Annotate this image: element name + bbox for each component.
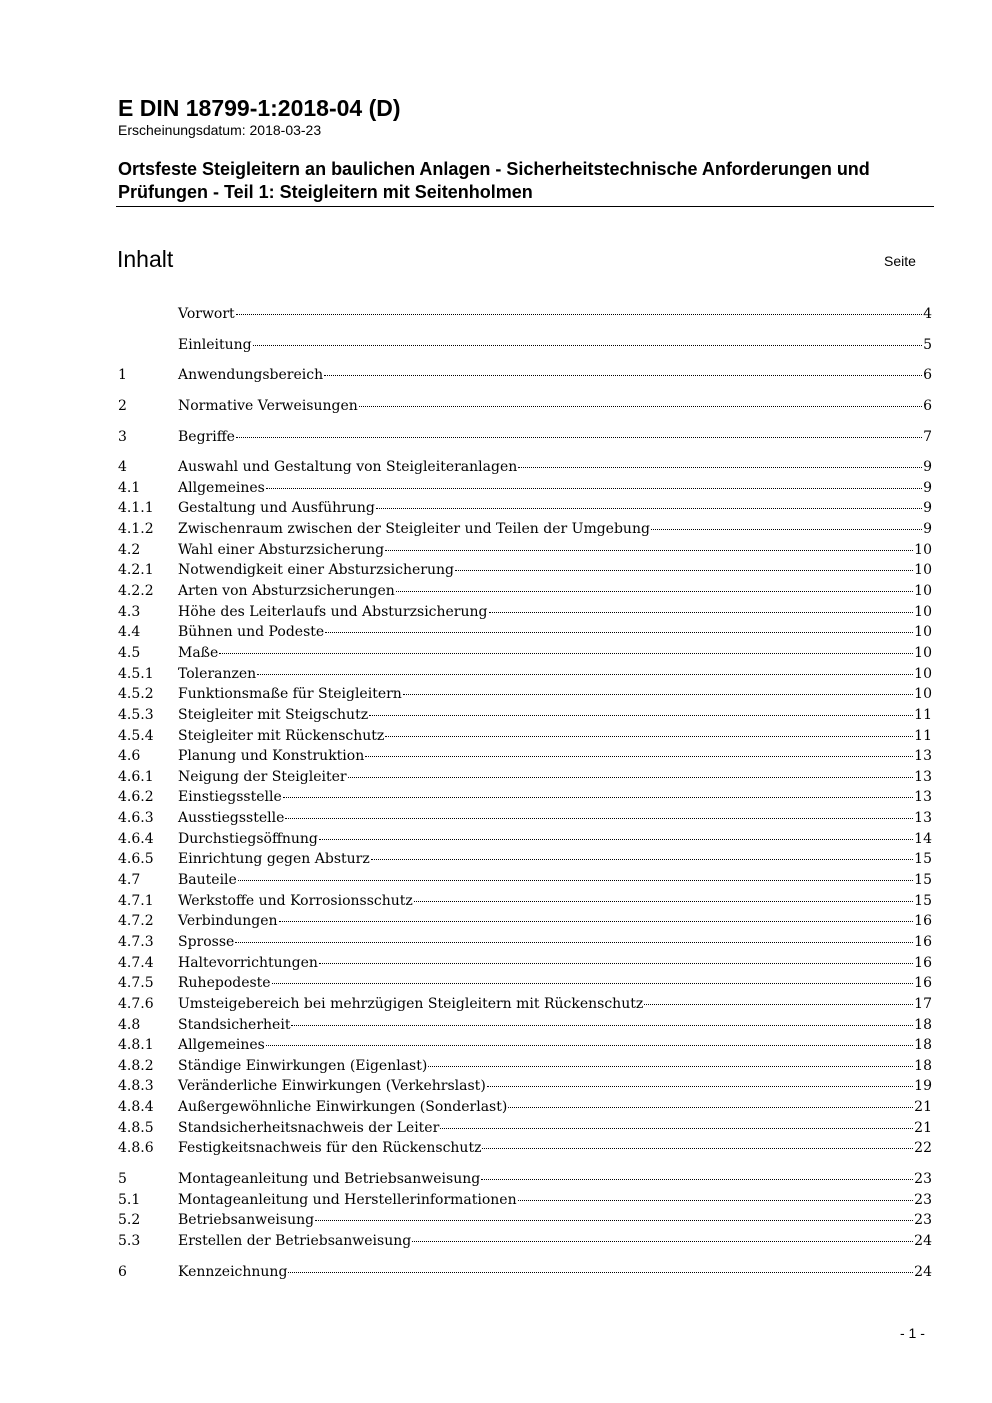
toc-entry-number: 4.7.2 (118, 913, 154, 930)
toc-entry-page: 10 (914, 624, 932, 641)
toc-entry[interactable] (118, 767, 932, 788)
toc-entry-page: 10 (914, 562, 932, 579)
toc-entry-title: Neigung der Steigleiter (178, 768, 347, 785)
page-number: - 1 - (900, 1325, 925, 1341)
toc-dot-leader (376, 508, 922, 509)
toc-entry-number: 4.8.3 (118, 1078, 154, 1095)
toc-entry[interactable] (118, 891, 932, 912)
table-of-contents (118, 304, 932, 1282)
toc-entry[interactable] (118, 1056, 932, 1077)
toc-entry-page: 21 (914, 1099, 932, 1116)
toc-entry-page: 15 (914, 851, 932, 868)
toc-entry-title: Gestaltung und Ausführung (178, 500, 375, 517)
toc-dot-leader (285, 818, 913, 819)
toc-entry-number: 4.4 (118, 624, 141, 641)
toc-dot-leader (253, 345, 923, 346)
toc-entry-page: 23 (914, 1170, 932, 1187)
toc-entry-page: 18 (914, 1057, 932, 1074)
toc-entry-number: 4.6.5 (118, 851, 154, 868)
toc-entry-page: 9 (923, 479, 932, 496)
toc-dot-leader (319, 839, 913, 840)
toc-entry-page: 19 (914, 1078, 932, 1095)
toc-dot-leader (651, 529, 922, 530)
toc-dot-leader (371, 859, 913, 860)
toc-entry-number: 4.2.1 (118, 562, 154, 579)
toc-dot-leader (288, 1272, 913, 1273)
toc-entry-number: 4 (118, 459, 127, 476)
toc-entry-title: Standsicherheit (178, 1016, 291, 1033)
toc-entry-number: 5.1 (118, 1191, 141, 1208)
toc-entry[interactable] (118, 746, 932, 767)
toc-entry-page: 10 (914, 665, 932, 682)
toc-entry-page: 21 (914, 1119, 932, 1136)
toc-entry-title: Notwendigkeit einer Absturzsicherung (178, 562, 454, 579)
toc-entry-page: 15 (914, 892, 932, 909)
toc-entry[interactable] (118, 304, 932, 325)
toc-entry-number: 4.1.2 (118, 521, 154, 538)
toc-entry-page: 10 (914, 541, 932, 558)
toc-entry-title: Ruhepodeste (178, 975, 271, 992)
toc-entry-number: 4.7.5 (118, 975, 154, 992)
toc-entry[interactable] (118, 1076, 932, 1097)
toc-entry-title: Auswahl und Gestaltung von Steigleiteranlagen (178, 459, 518, 476)
toc-entry[interactable] (118, 973, 932, 994)
toc-entry-number: 5.2 (118, 1212, 141, 1229)
toc-dot-leader (482, 1148, 913, 1149)
toc-entry-title: Ständige Einwirkungen (Eigenlast) (178, 1057, 428, 1074)
toc-entry[interactable] (118, 829, 932, 850)
toc-entry-title: Haltevorrichtungen (178, 954, 318, 971)
toc-dot-leader (279, 921, 914, 922)
toc-entry[interactable] (118, 1190, 932, 1211)
toc-entry-title: Arten von Absturzsicherungen (178, 583, 395, 600)
toc-dot-leader (489, 612, 914, 613)
toc-entry-number: 4.8.1 (118, 1037, 154, 1054)
toc-entry-page: 24 (914, 1263, 932, 1280)
toc-entry-page: 11 (914, 727, 932, 744)
toc-entry-title: Planung und Konstruktion (178, 748, 365, 765)
toc-entry-title: Außergewöhnliche Einwirkungen (Sonderlast) (178, 1099, 508, 1116)
toc-dot-leader (365, 756, 913, 757)
toc-entry[interactable] (118, 787, 932, 808)
toc-dot-leader (396, 591, 913, 592)
toc-entry-title: Standsicherheitsnachweis der Leiter (178, 1119, 440, 1136)
toc-dot-leader (644, 1004, 913, 1005)
toc-entry-number: 4.5 (118, 644, 141, 661)
toc-entry-page: 16 (914, 933, 932, 950)
toc-dot-leader (508, 1107, 913, 1108)
toc-dot-leader (236, 314, 922, 315)
toc-entry-number: 4.5.1 (118, 665, 154, 682)
toc-dot-leader (266, 1045, 913, 1046)
toc-entry-title: Kennzeichnung (178, 1263, 288, 1280)
toc-entry[interactable] (118, 705, 932, 726)
toc-entry-page: 16 (914, 913, 932, 930)
toc-entry[interactable] (118, 726, 932, 747)
toc-dot-leader (414, 901, 913, 902)
toc-entry-page: 5 (923, 336, 932, 353)
toc-entry-title: Vorwort (178, 306, 235, 322)
toc-entry-number: 4.6.2 (118, 789, 154, 806)
toc-entry-number: 3 (118, 428, 127, 445)
toc-entry-page: 18 (914, 1016, 932, 1033)
toc-entry[interactable] (118, 1210, 932, 1231)
toc-entry-page: 16 (914, 975, 932, 992)
toc-entry-number: 4.7 (118, 872, 141, 889)
toc-entry-title: Verbindungen (178, 913, 278, 930)
toc-entry-page: 6 (923, 397, 932, 414)
toc-entry[interactable] (118, 953, 932, 974)
toc-entry-title: Anwendungsbereich (178, 367, 324, 384)
toc-dot-leader (315, 1220, 913, 1221)
toc-entry-number: 4.6.4 (118, 830, 154, 847)
toc-entry-page: 9 (923, 500, 932, 517)
toc-entry-title: Montageanleitung und Betriebsanweisung (178, 1170, 481, 1187)
toc-entry-title: Einleitung (178, 336, 252, 353)
toc-dot-leader (238, 880, 913, 881)
toc-entry-number: 4.5.2 (118, 686, 154, 703)
toc-entry[interactable] (118, 519, 932, 540)
title-divider (116, 206, 934, 207)
toc-entry[interactable] (118, 622, 932, 643)
toc-entry-title: Werkstoffe und Korrosionsschutz (178, 892, 413, 909)
toc-entry-page: 18 (914, 1037, 932, 1054)
toc-dot-leader (518, 1200, 914, 1201)
toc-entry-number: 4.6 (118, 748, 141, 765)
toc-entry-page: 24 (914, 1232, 932, 1249)
toc-entry-title: Funktionsmaße für Steigleitern (178, 686, 402, 703)
toc-dot-leader (319, 963, 913, 964)
toc-entry-number: 2 (118, 397, 127, 414)
toc-entry-number: 4.1 (118, 479, 141, 496)
toc-entry-title: Höhe des Leiterlaufs und Absturzsicherung (178, 603, 488, 620)
toc-dot-leader (324, 375, 922, 376)
toc-entry-title: Umsteigebereich bei mehrzügigen Steigleitern mit Rückenschutz (178, 995, 644, 1012)
toc-entry-title: Durchstiegsöffnung (178, 830, 318, 847)
toc-dot-leader (325, 632, 913, 633)
toc-entry-number: 4.8.2 (118, 1057, 154, 1074)
toc-entry-page: 10 (914, 644, 932, 661)
toc-entry-title: Zwischenraum zwischen der Steigleiter und Teilen der Umgebung (178, 521, 650, 538)
toc-entry-page: 16 (914, 954, 932, 971)
toc-entry-page: 11 (914, 706, 932, 723)
toc-entry-title: Festigkeitsnachweis für den Rückenschutz (178, 1140, 482, 1157)
toc-entry[interactable] (118, 457, 932, 478)
toc-dot-leader (219, 653, 913, 654)
toc-entry-title: Maße (178, 644, 219, 661)
toc-entry-title: Steigleiter mit Rückenschutz (178, 727, 385, 744)
toc-dot-leader (236, 437, 922, 438)
toc-dot-leader (412, 1241, 913, 1242)
document-title: Ortsfeste Steigleitern an baulichen Anlagen - Sicherheitstechnische Anforderungen und Prüfungen - Teil 1: Steigleitern mit Seitenholmen (118, 159, 870, 202)
document-id: E DIN 18799-1:2018-04 (D) (118, 95, 401, 121)
toc-entry[interactable] (118, 602, 932, 623)
toc-heading: Inhalt (117, 246, 174, 272)
toc-entry-number: 4.2 (118, 541, 141, 558)
toc-entry-number: 1 (118, 367, 127, 384)
toc-dot-leader (487, 1086, 913, 1087)
toc-dot-leader (428, 1066, 913, 1067)
toc-entry-number: 4.6.1 (118, 768, 154, 785)
toc-entry-title: Bauteile (178, 872, 237, 889)
toc-dot-leader (440, 1128, 913, 1129)
toc-entry-page: 10 (914, 686, 932, 703)
toc-entry-number: 4.6.3 (118, 810, 154, 827)
toc-entry[interactable] (118, 1035, 932, 1056)
toc-entry-title: Einrichtung gegen Absturz (178, 851, 370, 868)
toc-entry[interactable] (118, 427, 932, 448)
toc-entry-page: 6 (923, 367, 932, 384)
toc-dot-leader (518, 467, 922, 468)
toc-dot-leader (291, 1025, 913, 1026)
toc-dot-leader (369, 715, 913, 716)
toc-entry-title: Allgemeines (178, 1037, 265, 1054)
toc-entry-title: Steigleiter mit Steigschutz (178, 706, 369, 723)
toc-entry-number: 5 (118, 1170, 127, 1187)
toc-entry-page: 10 (914, 603, 932, 620)
toc-entry-title: Einstiegsstelle (178, 789, 282, 806)
toc-entry-title: Begriffe (178, 428, 235, 445)
toc-entry[interactable] (118, 540, 932, 561)
toc-entry-page: 15 (914, 872, 932, 889)
toc-entry[interactable] (118, 1015, 932, 1036)
toc-dot-leader (455, 570, 913, 571)
toc-entry-title: Erstellen der Betriebsanweisung (178, 1232, 412, 1249)
toc-entry-page: 13 (914, 748, 932, 765)
toc-entry[interactable] (118, 396, 932, 417)
toc-entry-page: 9 (923, 459, 932, 476)
toc-entry-number: 4.5.4 (118, 727, 154, 744)
toc-dot-leader (359, 406, 922, 407)
toc-entry-title: Allgemeines (178, 479, 265, 496)
toc-entry[interactable] (118, 335, 932, 356)
toc-entry[interactable] (118, 849, 932, 870)
toc-entry-number: 4.8.4 (118, 1099, 154, 1116)
toc-entry[interactable] (118, 1169, 932, 1190)
toc-entry[interactable] (118, 1097, 932, 1118)
toc-entry-title: Normative Verweisungen (178, 397, 358, 414)
toc-entry-page: 9 (923, 521, 932, 538)
toc-entry[interactable] (118, 994, 932, 1015)
toc-entry-number: 4.7.3 (118, 933, 154, 950)
toc-dot-leader (385, 736, 913, 737)
toc-entry-number: 4.8.5 (118, 1119, 154, 1136)
toc-entry[interactable] (118, 664, 932, 685)
toc-entry[interactable] (118, 911, 932, 932)
toc-entry-number: 4.7.4 (118, 954, 154, 971)
toc-entry[interactable] (118, 581, 932, 602)
toc-entry-title: Wahl einer Absturzsicherung (178, 541, 385, 558)
toc-entry-page: 13 (914, 810, 932, 827)
toc-dot-leader (257, 674, 913, 675)
toc-entry[interactable] (118, 560, 932, 581)
toc-entry-title: Ausstiegsstelle (178, 810, 285, 827)
toc-entry[interactable] (118, 932, 932, 953)
toc-entry[interactable] (118, 1231, 932, 1252)
toc-entry-page: 17 (914, 995, 932, 1012)
toc-entry-page: 14 (914, 830, 932, 847)
toc-entry-title: Montageanleitung und Herstellerinformationen (178, 1191, 517, 1208)
toc-entry-page: 23 (914, 1191, 932, 1208)
toc-dot-leader (235, 942, 913, 943)
toc-entry-title: Betriebsanweisung (178, 1212, 315, 1229)
toc-entry-number: 4.1.1 (118, 500, 154, 517)
toc-entry[interactable] (118, 498, 932, 519)
toc-entry[interactable] (118, 643, 932, 664)
toc-entry-number: 4.8 (118, 1016, 141, 1033)
toc-entry-number: 4.8.6 (118, 1140, 154, 1157)
toc-dot-leader (348, 777, 914, 778)
toc-entry-number: 4.3 (118, 603, 141, 620)
toc-entry-title: Toleranzen (178, 665, 257, 682)
toc-entry[interactable] (118, 365, 932, 386)
toc-entry[interactable] (118, 1138, 932, 1159)
toc-entry-page: 10 (914, 583, 932, 600)
toc-page-column-label: Seite (884, 253, 916, 269)
toc-entry-number: 4.5.3 (118, 706, 154, 723)
toc-entry-page: 22 (914, 1140, 932, 1157)
toc-entry-title: Bühnen und Podeste (178, 624, 325, 641)
toc-dot-leader (272, 983, 914, 984)
toc-entry[interactable] (118, 808, 932, 829)
toc-entry-number: 6 (118, 1263, 127, 1280)
toc-entry-number: 5.3 (118, 1232, 141, 1249)
toc-entry-page: 13 (914, 768, 932, 785)
toc-entry-page: 23 (914, 1212, 932, 1229)
toc-entry[interactable] (118, 1118, 932, 1139)
toc-entry-title: Veränderliche Einwirkungen (Verkehrslast) (178, 1078, 486, 1095)
toc-entry-number: 4.7.1 (118, 892, 154, 909)
toc-dot-leader (283, 797, 913, 798)
toc-dot-leader (385, 550, 913, 551)
toc-entry-number: 4.2.2 (118, 583, 154, 600)
toc-dot-leader (481, 1179, 913, 1180)
toc-entry-page: 4 (923, 306, 932, 322)
toc-entry-title: Sprosse (178, 933, 235, 950)
toc-entry[interactable] (118, 1262, 932, 1283)
toc-entry-page: 13 (914, 789, 932, 806)
toc-entry[interactable] (118, 478, 932, 499)
publication-date: Erscheinungsdatum: 2018-03-23 (118, 122, 322, 138)
toc-entry-page: 7 (923, 428, 932, 445)
toc-entry[interactable] (118, 684, 932, 705)
toc-dot-leader (266, 488, 922, 489)
toc-entry[interactable] (118, 870, 932, 891)
toc-dot-leader (403, 694, 913, 695)
toc-entry-number: 4.7.6 (118, 995, 154, 1012)
